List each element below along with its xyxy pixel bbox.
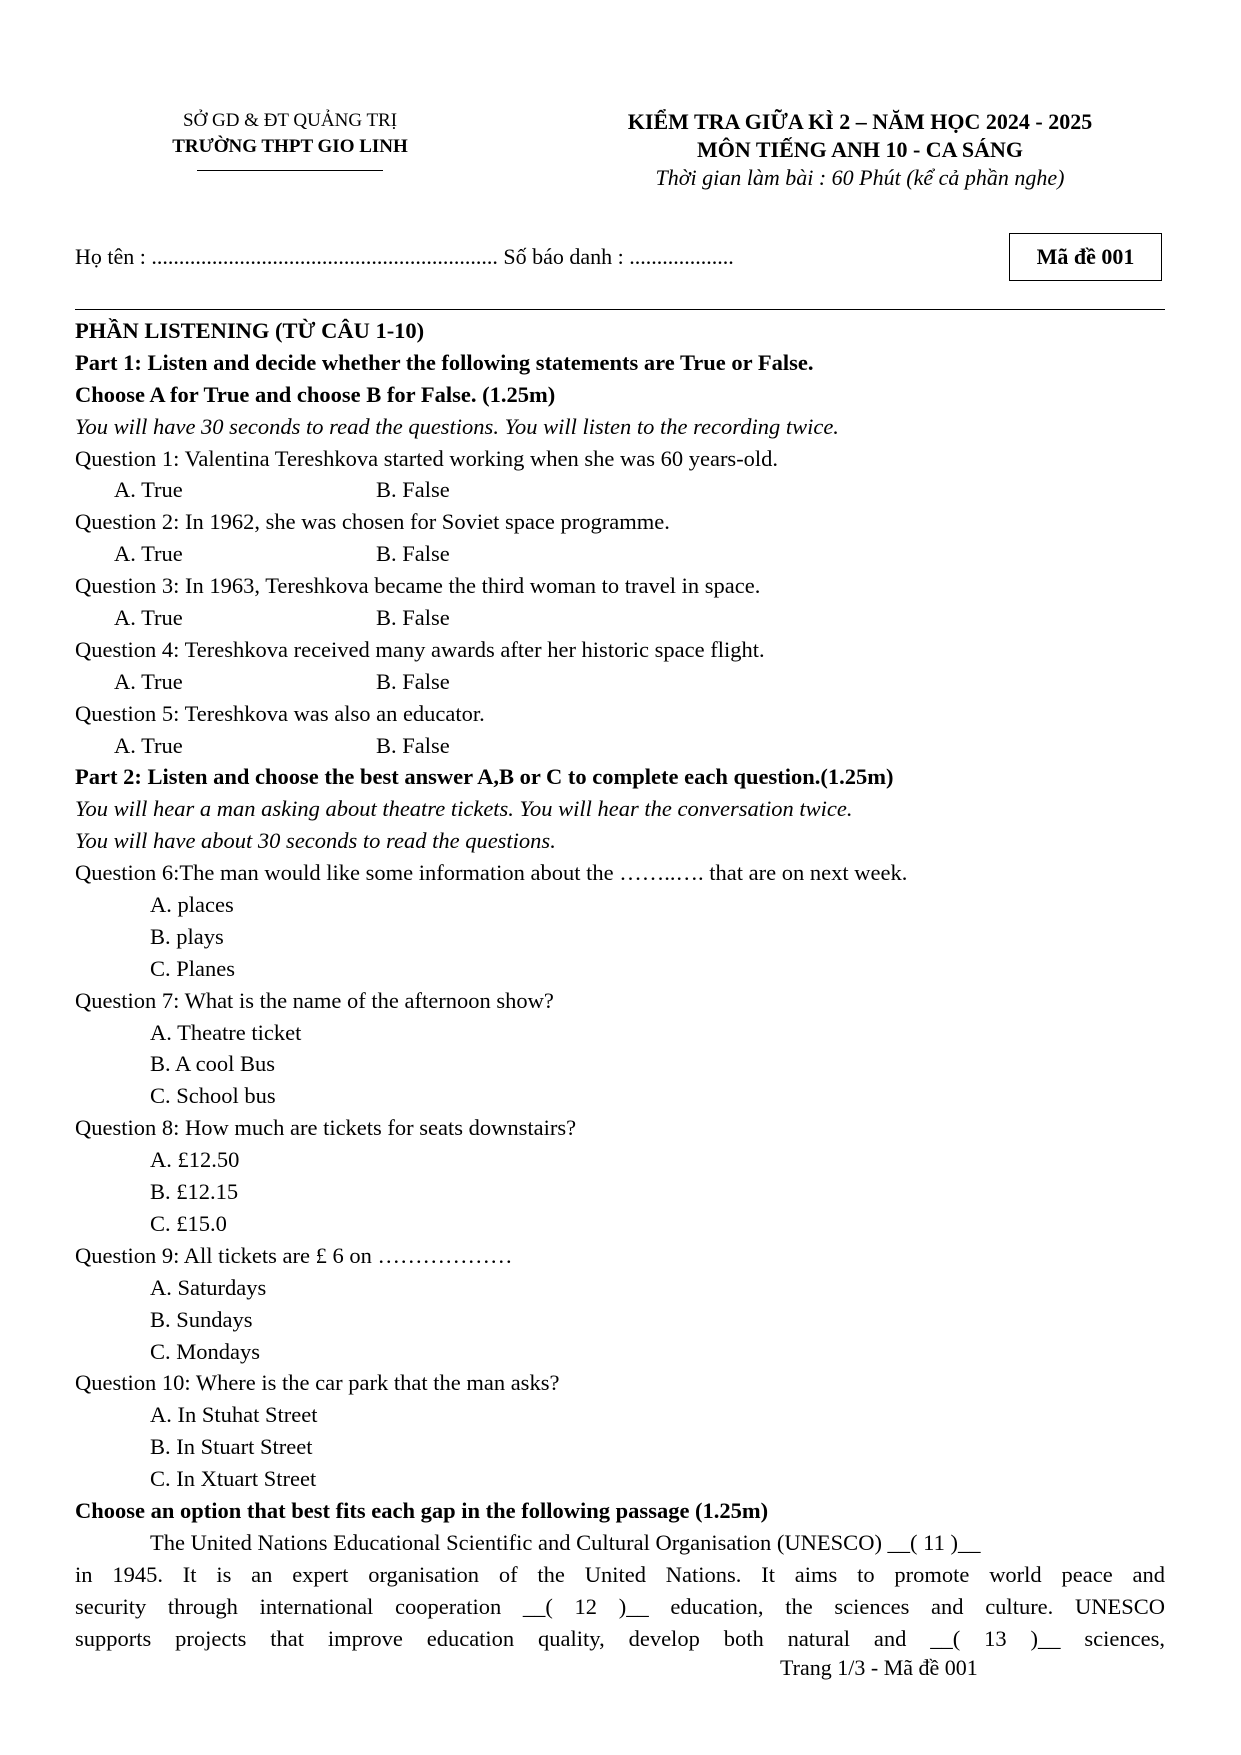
option-b: B. False (376, 668, 450, 694)
option-c: C. Planes (150, 955, 236, 981)
question-2-options (75, 538, 1165, 570)
school-name: TRƯỜNG THPT GIO LINH (172, 136, 408, 157)
section-title: PHẦN LISTENING (TỪ CÂU 1-10) (75, 318, 425, 343)
question-3-options (75, 602, 1165, 634)
reading-heading: Choose an option that best fits each gap in the following passage (1.25m) (75, 1497, 769, 1523)
question-3: Question 3: In 1963, Tereshkova became the third woman to travel in space. (75, 573, 761, 599)
exam-title: KIỂM TRA GIỮA KÌ 2 – NĂM HỌC 2024 - 2025 (627, 109, 1093, 134)
student-info-line (75, 244, 734, 270)
question-9: Question 9: All tickets are £ 6 on ……………… (75, 1242, 513, 1268)
option-c: C. Mondays (150, 1338, 261, 1364)
option-a: A. Saturdays (150, 1274, 267, 1300)
option-a: A. True (114, 668, 183, 694)
passage-line: in 1945. It is an expert organisation of the United Nations. It aims to promote world peace and (75, 1561, 1165, 1587)
exam-body (75, 315, 1165, 1654)
option-a: A. True (114, 477, 183, 503)
exam-code-box (1009, 233, 1162, 281)
question-2: Question 2: In 1962, she was chosen for Soviet space programme. (75, 509, 670, 535)
option-c: C. In Xtuart Street (150, 1466, 317, 1492)
option-a: A. True (114, 605, 183, 631)
question-1: Question 1: Valentina Tereshkova started working when she was 60 years-old. (75, 445, 779, 471)
part1-instruction: You will have 30 seconds to read the questions. You will listen to the recording twice. (75, 413, 839, 439)
student-name-field: Họ tên : ............................................................... (75, 244, 498, 269)
option-c: C. School bus (150, 1083, 276, 1109)
question-5: Question 5: Tereshkova was also an educator. (75, 700, 485, 726)
question-7: Question 7: What is the name of the afternoon show? (75, 987, 554, 1013)
question-6: Question 6:The man would like some information about the ……..…. that are on next week. (75, 860, 908, 886)
exam-header (560, 108, 1160, 192)
exam-time: Thời gian làm bài : 60 Phút (kể cả phần nghe) (655, 165, 1065, 190)
option-a: A. Theatre ticket (150, 1019, 302, 1045)
question-4: Question 4: Tereshkova received many awards after her historic space flight. (75, 636, 765, 662)
option-a: A. In Stuhat Street (150, 1402, 318, 1428)
question-5-options (75, 730, 1165, 762)
question-10: Question 10: Where is the car park that the man asks? (75, 1370, 560, 1396)
part2-instruction-2: You will have about 30 seconds to read the questions. (75, 828, 556, 854)
exam-subject: MÔN TIẾNG ANH 10 - CA SÁNG (697, 137, 1023, 162)
header-rule (75, 309, 1165, 310)
exam-code: Mã đề 001 (1036, 244, 1135, 269)
option-b: B. Sundays (150, 1306, 253, 1332)
department-name: SỞ GD & ĐT QUẢNG TRỊ (182, 110, 398, 131)
option-a: A. True (114, 732, 183, 758)
passage-line: The United Nations Educational Scientific and Cultural Organisation (UNESCO) __( 11 )__ (150, 1529, 981, 1555)
passage-line: security through international cooperation __( 12 )__ education, the sciences and culture. UNESCO (75, 1593, 1165, 1619)
option-a: A. True (114, 541, 183, 567)
option-b: B. plays (150, 923, 224, 949)
option-b: B. False (376, 732, 450, 758)
option-a: A. places (150, 892, 234, 918)
part1-heading: Part 1: Listen and decide whether the following statements are True or False. (75, 349, 814, 375)
passage-line: supports projects that improve education quality, develop both natural and __( 13 )__ sciences, (75, 1625, 1165, 1651)
option-b: B. False (376, 605, 450, 631)
part1-heading-2: Choose A for True and choose B for False. (1.25m) (75, 381, 556, 407)
part2-instruction: You will hear a man asking about theatre tickets. You will hear the conversation twice. (75, 796, 853, 822)
option-a: A. £12.50 (150, 1147, 240, 1173)
page-footer: Trang 1/3 - Mã đề 001 (780, 1655, 978, 1680)
question-1-options (75, 474, 1165, 506)
part2-heading: Part 2: Listen and choose the best answer A,B or C to complete each question.(1.25m) (75, 764, 894, 790)
option-b: B. In Stuart Street (150, 1434, 313, 1460)
option-c: C. £15.0 (150, 1210, 227, 1236)
school-header (140, 108, 440, 171)
question-8: Question 8: How much are tickets for seats downstairs? (75, 1115, 577, 1141)
header-divider (197, 170, 383, 171)
student-id-field: Số báo danh : ................... (503, 244, 734, 269)
option-b: B. False (376, 541, 450, 567)
option-b: B. A cool Bus (150, 1051, 276, 1077)
question-4-options (75, 666, 1165, 698)
option-b: B. £12.15 (150, 1179, 239, 1205)
option-b: B. False (376, 477, 450, 503)
